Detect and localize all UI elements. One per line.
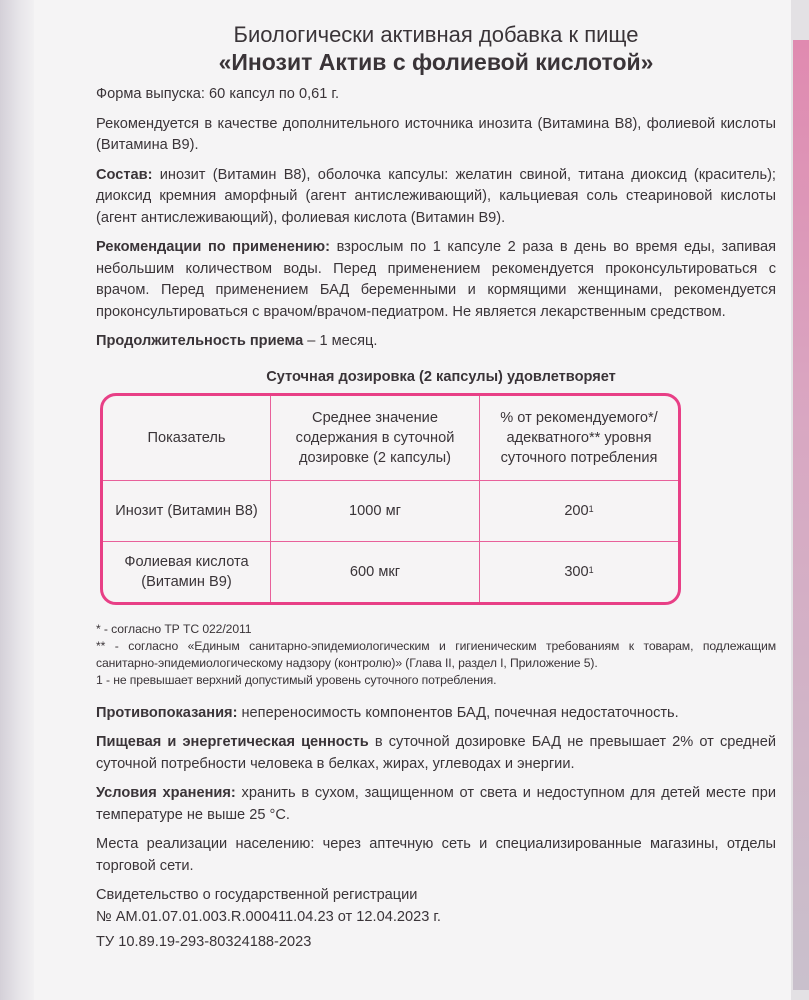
product-name: «Инозит Актив с фолиевой кислотой» xyxy=(218,49,654,75)
product-category: Биологически активная добавка к пище xyxy=(233,22,639,47)
composition xyxy=(96,165,776,230)
table-cell-name: Фолиевая кислота (Витамин В9) xyxy=(103,541,271,602)
composition-text: инозит (Витамин В8), оболочка капсулы: желатин свиной, титана диоксид (краситель); диоксид кремния аморфный (агент антислеживающий), кальциевая соль стеариновой кислоты (агент антислеживающий), фолиевая кислота (Витамин В9). xyxy=(96,166,776,226)
duration-text: – 1 месяц. xyxy=(307,333,378,349)
storage-text: хранить в сухом, защищенном от света и недоступном для детей месте при температуре не выше 25 °С. xyxy=(96,785,776,823)
table-header-cell: % от рекомендуемого*/ адекватного** уровня суточного потребления xyxy=(480,396,679,481)
table-cell-amount: 1000 мг xyxy=(271,480,480,541)
recommended-use: Рекомендуется в качестве дополнительного источника инозита (Витамина В8), фолиевой кислоты (Витамина В9). xyxy=(96,115,776,153)
footnote-mark: 1 xyxy=(588,503,594,514)
table-cell-percent: $200^1$ xyxy=(480,480,679,541)
table-cell-percent: $300^1$ xyxy=(480,541,679,602)
usage-instructions xyxy=(96,237,776,323)
box-side-left xyxy=(0,0,34,1000)
dosage-table-title: Суточная дозировка (2 капсулы) удовлетворяет xyxy=(266,368,616,385)
footnote-mark: 1 xyxy=(588,564,594,575)
contraindications-label: Противопоказания: xyxy=(96,704,238,721)
technical-spec: ТУ 10.89.19-293-80324188-2023 xyxy=(96,934,312,950)
contraindications xyxy=(96,703,776,725)
contraindications-text: непереносимость компонентов БАД, почечная недостаточность. xyxy=(241,704,679,721)
duration-label: Продолжительность приема xyxy=(96,333,304,349)
duration xyxy=(96,331,776,353)
nutrition-label: Пищевая и энергетическая ценность xyxy=(96,734,369,750)
registration-number: № AM.01.07.01.003.R.000411.04.23 от 12.04.2023 г. xyxy=(96,908,441,925)
footnote: * - согласно ТР ТС 022/2011 xyxy=(96,621,252,636)
footnote: 1 - не превышает верхний допустимый уровень суточного потребления. xyxy=(96,672,497,687)
table-cell-name: Инозит (Витамин В8) xyxy=(103,480,271,541)
usage-label: Рекомендации по применению: xyxy=(96,239,330,255)
footnotes xyxy=(96,621,776,689)
dosage-table xyxy=(100,393,681,605)
usage-text: взрослым по 1 капсуле 2 раза в день во время еды, запивая небольшим количеством воды. Перед применением рекомендуется проконсультироваться с врачом. Перед применением БАД беременными и кормящими женщинами, рекомендуется проконсультироваться с врачом/врачом-педиатром. Не является лекарственным средством. xyxy=(96,239,776,320)
nutrition-value xyxy=(96,732,776,775)
table-header-row xyxy=(103,396,678,481)
label-panel xyxy=(34,0,791,1000)
table-row xyxy=(103,480,678,541)
table-row xyxy=(103,541,678,602)
nutrition-text: в суточной дозировке БАД не превышает 2% от средней суточной потребности человека в белках, жирах, углеводах и энергии. xyxy=(96,734,777,772)
sales-places: Места реализации населению: через аптечную сеть и специализированные магазины, отделы торговой сети. xyxy=(96,836,776,874)
release-form: Форма выпуска: 60 капсул по 0,61 г. xyxy=(96,86,340,102)
table-header-cell: Показатель xyxy=(103,396,271,481)
composition-label: Состав: xyxy=(96,166,153,183)
box-side-pink-edge xyxy=(793,40,809,990)
table-cell-amount: 600 мкг xyxy=(271,541,480,602)
registration xyxy=(96,885,776,928)
storage-conditions xyxy=(96,783,776,826)
registration-title: Свидетельство о государственной регистрации xyxy=(96,887,418,903)
table-header-cell: Среднее значение содержания в суточной дозировке (2 капсулы) xyxy=(271,396,480,481)
footnote: ** - согласно «Единым санитарно-эпидемиологическим и гигиеническим требованиям к товарам, подлежащим санитарно-эпидемиологическому надзору (контролю)» (Глава II, раздел I, Приложение 5). xyxy=(96,638,776,670)
storage-label: Условия хранения: xyxy=(96,785,236,801)
label-content xyxy=(96,22,776,962)
